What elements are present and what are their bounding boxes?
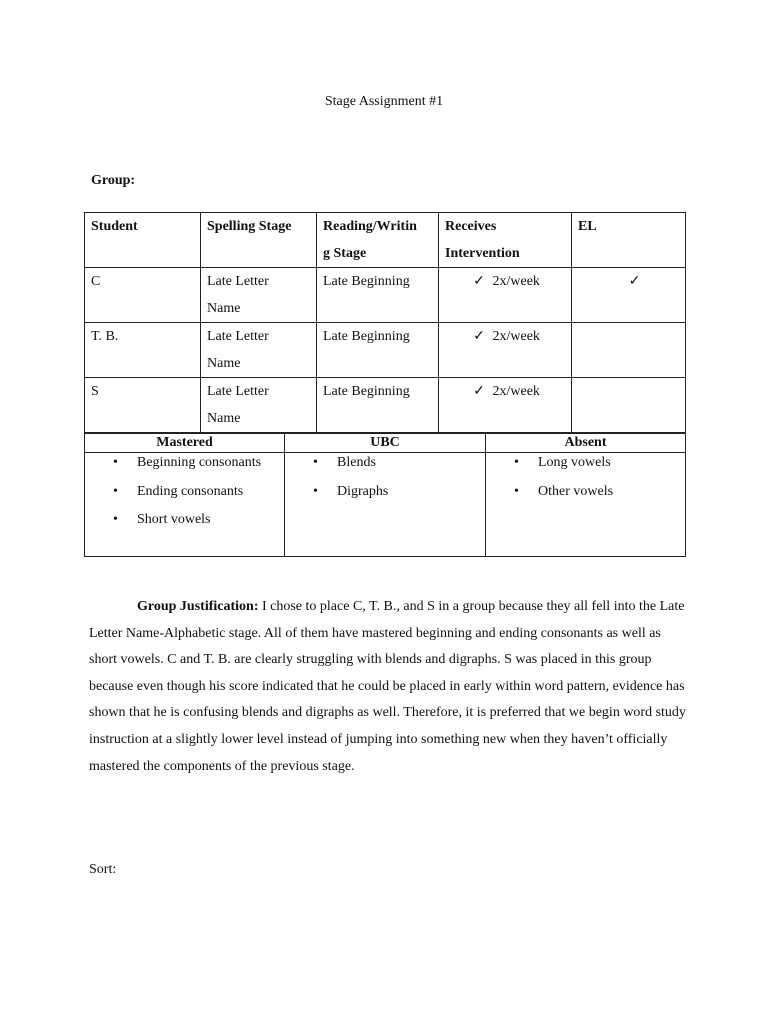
reading-stage: Late Beginning bbox=[317, 378, 439, 433]
ubc-cell bbox=[285, 453, 486, 557]
spelling-stage: Late Letter Name bbox=[201, 378, 317, 433]
list-item: • Digraphs bbox=[285, 478, 485, 507]
checkmark-icon: ✓ bbox=[473, 384, 485, 399]
student-table-header-row bbox=[85, 213, 686, 268]
justification-text: I chose to place C, T. B., and S in a group because they all fell into the Late Letter Name-Alphabetic stage. All of them have mastered beginning and ending consonants as well as short vowels. C and T. B. are clearly struggling with blends and digraphs. S was placed in this group because even though his score indicated that he could be placed in early within word pattern, evidence has shown that he is confusing blends and digraphs as well. Therefore, it is preferred that we begin word study instruction at a slightly lower level instead of jumping into something new when they haven’t officially mastered the components of the previous stage. bbox=[89, 599, 686, 774]
header-student: Student bbox=[85, 213, 201, 268]
intervention-cell: ✓ 2x/week bbox=[439, 268, 572, 323]
header-ubc: UBC bbox=[285, 434, 486, 453]
spelling-stage: Late Letter Name bbox=[201, 268, 317, 323]
skills-body-row bbox=[85, 453, 686, 557]
absent-list bbox=[486, 449, 685, 506]
header-receives-intervention: Receives Intervention bbox=[439, 213, 572, 268]
list-item: • Ending consonants bbox=[85, 478, 284, 507]
header-reading-writing-stage: Reading/Writin g Stage bbox=[317, 213, 439, 268]
el-cell bbox=[572, 378, 686, 433]
reading-stage: Late Beginning bbox=[317, 323, 439, 378]
list-item: • Beginning consonants bbox=[85, 449, 284, 478]
list-item: • Short vowels bbox=[85, 506, 284, 535]
checkmark-icon: ✓ bbox=[473, 274, 485, 289]
el-cell bbox=[572, 268, 686, 323]
table-row bbox=[85, 268, 686, 323]
absent-cell bbox=[486, 453, 686, 557]
skills-table bbox=[84, 433, 686, 557]
sort-label: Sort: bbox=[89, 862, 117, 877]
header-el: EL bbox=[572, 213, 686, 268]
justification-label: Group Justification: bbox=[137, 599, 259, 614]
checkmark-icon: ✓ bbox=[473, 329, 485, 344]
el-cell bbox=[572, 323, 686, 378]
student-table bbox=[84, 212, 686, 433]
list-item: • Long vowels bbox=[486, 449, 685, 478]
student-name: S bbox=[85, 378, 201, 433]
table-row bbox=[85, 323, 686, 378]
intervention-cell: ✓ 2x/week bbox=[439, 378, 572, 433]
group-label: Group: bbox=[91, 173, 136, 188]
table-row bbox=[85, 378, 686, 433]
mastered-list bbox=[85, 449, 284, 535]
list-item: • Blends bbox=[285, 449, 485, 478]
header-spelling-stage: Spelling Stage bbox=[201, 213, 317, 268]
mastered-cell bbox=[85, 453, 285, 557]
list-item: • Other vowels bbox=[486, 478, 685, 507]
ubc-list bbox=[285, 449, 485, 506]
reading-stage: Late Beginning bbox=[317, 268, 439, 323]
header-absent: Absent bbox=[486, 434, 686, 453]
group-justification-paragraph bbox=[89, 594, 689, 780]
header-mastered: Mastered bbox=[85, 434, 285, 453]
intervention-cell: ✓ 2x/week bbox=[439, 323, 572, 378]
student-name: C bbox=[85, 268, 201, 323]
student-name: T. B. bbox=[85, 323, 201, 378]
spelling-stage: Late Letter Name bbox=[201, 323, 317, 378]
document-title: Stage Assignment #1 bbox=[324, 94, 444, 109]
checkmark-icon: ✓ bbox=[628, 274, 641, 289]
